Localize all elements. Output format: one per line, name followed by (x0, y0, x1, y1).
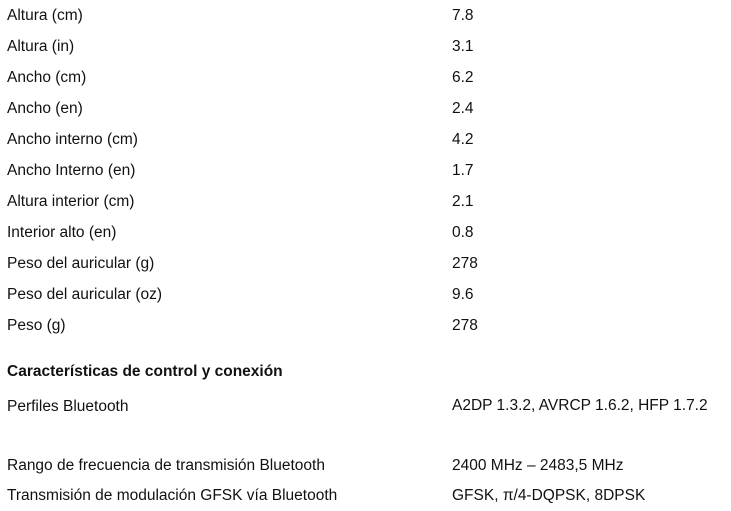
spec-label: Interior alto (en) (7, 224, 117, 241)
spec-value: 2.4 (452, 100, 474, 117)
spec-value: 9.6 (452, 286, 474, 303)
spec-value: 0.8 (452, 224, 474, 241)
spec-value: A2DP 1.3.2, AVRCP 1.6.2, HFP 1.7.2 (452, 397, 708, 414)
spec-value: 7.8 (452, 7, 474, 24)
section-heading-connectivity: Características de control y conexión (7, 363, 283, 380)
spec-label: Altura (cm) (7, 7, 83, 24)
spec-label: Ancho (cm) (7, 69, 87, 86)
spec-label: Ancho Interno (en) (7, 162, 136, 179)
spec-value: 3.1 (452, 38, 474, 55)
spec-value: 278 (452, 255, 478, 272)
spec-label: Ancho interno (cm) (7, 131, 138, 148)
spec-label: Transmisión de modulación GFSK vía Bluetooth (7, 487, 338, 504)
spec-value: GFSK, π/4-DQPSK, 8DPSK (452, 487, 646, 504)
spec-value: 4.2 (452, 131, 474, 148)
spec-value: 278 (452, 317, 478, 334)
spec-label: Perfiles Bluetooth (7, 398, 129, 415)
spec-value: 2400 MHz – 2483,5 MHz (452, 457, 624, 474)
spec-label: Peso del auricular (oz) (7, 286, 163, 303)
spec-value: 1.7 (452, 162, 474, 179)
spec-label: Peso (g) (7, 317, 66, 334)
spec-value: 6.2 (452, 69, 474, 86)
spec-label: Altura (in) (7, 38, 75, 55)
spec-value: 2.1 (452, 193, 474, 210)
spec-label: Ancho (en) (7, 100, 83, 117)
spec-label: Altura interior (cm) (7, 193, 135, 210)
spec-label: Peso del auricular (g) (7, 255, 155, 272)
spec-label: Rango de frecuencia de transmisión Bluetooth (7, 457, 325, 474)
